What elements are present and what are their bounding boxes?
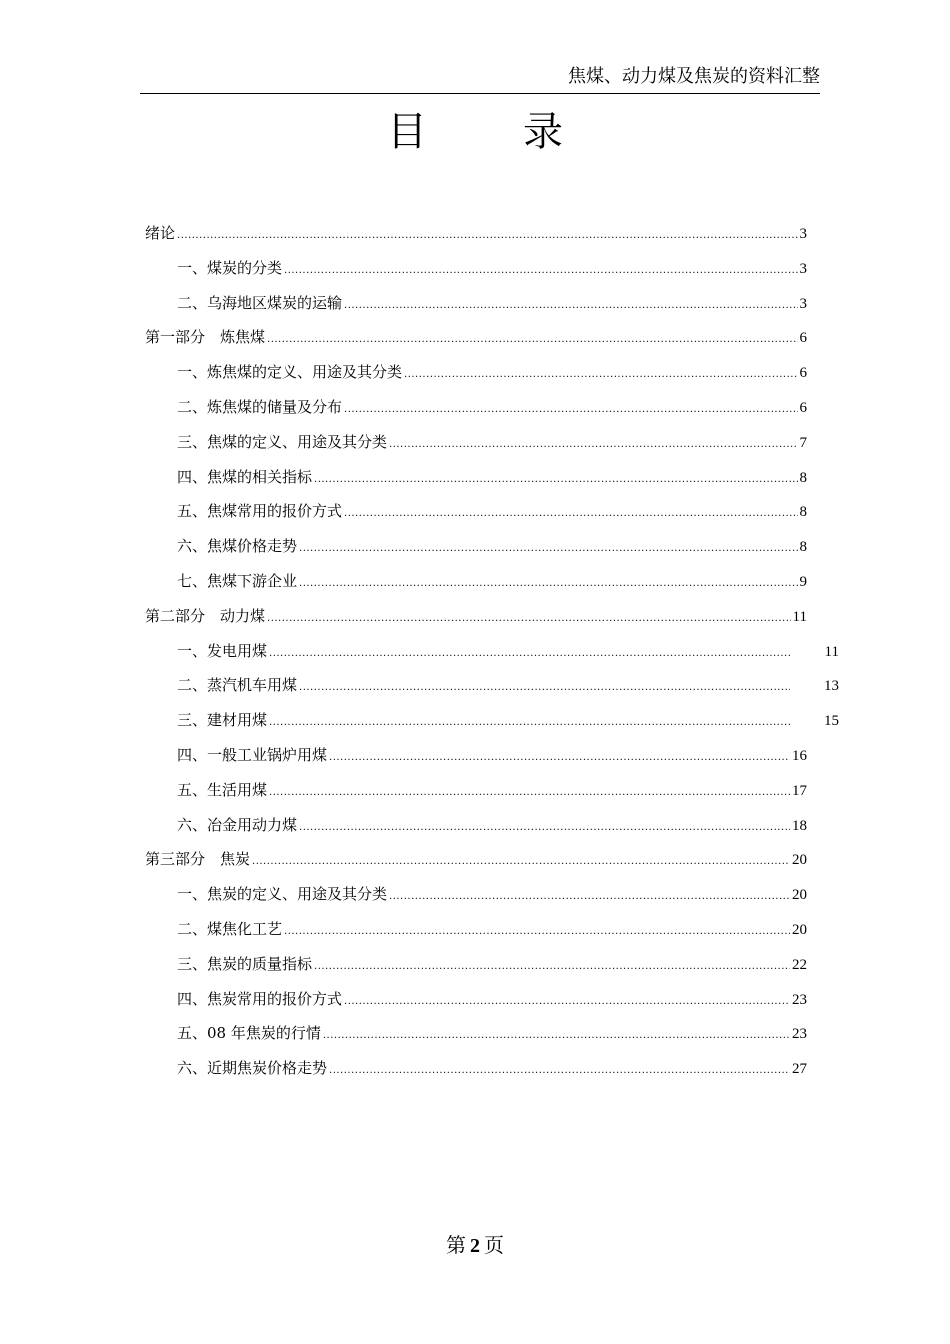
toc-entry-label: 五、08 年焦炭的行情 xyxy=(177,1024,321,1043)
toc-entry-label: 二、蒸汽机车用煤 xyxy=(177,676,298,695)
toc-leader-dots xyxy=(404,363,797,387)
toc-leader-dots xyxy=(299,816,790,840)
toc-leader-dots xyxy=(267,607,791,631)
toc-entry[interactable] xyxy=(145,360,807,395)
toc-entry-page: 6 xyxy=(799,365,807,382)
toc-leader-dots xyxy=(299,537,797,561)
toc-entry[interactable] xyxy=(145,395,807,430)
toc-entry-label: 第三部分 焦炭 xyxy=(145,850,251,869)
toc-leader-dots xyxy=(344,294,797,318)
toc-entry[interactable] xyxy=(145,221,807,256)
toc-leader-dots xyxy=(269,711,790,735)
toc-leader-dots xyxy=(344,398,797,422)
toc-leader-dots xyxy=(299,676,790,700)
toc-entry[interactable] xyxy=(145,813,807,848)
toc-entry[interactable] xyxy=(145,673,839,708)
toc-leader-dots xyxy=(329,746,790,770)
toc-entry-label: 七、焦煤下游企业 xyxy=(177,571,298,590)
toc-entry[interactable] xyxy=(145,778,807,813)
toc-entry-label: 四、焦煤的相关指标 xyxy=(177,467,313,486)
toc-leader-dots xyxy=(389,433,797,457)
toc-entry-page: 3 xyxy=(799,260,807,277)
toc-entry[interactable] xyxy=(145,639,839,674)
toc-entry-page: 7 xyxy=(799,434,807,451)
toc-entry[interactable] xyxy=(145,708,839,743)
toc-entry-page: 20 xyxy=(792,852,807,869)
toc-entry-label: 四、一般工业锅炉用煤 xyxy=(177,745,328,764)
toc-entry-label: 五、焦煤常用的报价方式 xyxy=(177,502,343,521)
toc-entry[interactable] xyxy=(145,291,807,326)
toc-entry-page: 13 xyxy=(824,678,839,695)
toc-entry-page: 3 xyxy=(799,295,807,312)
toc-entry-label: 二、煤焦化工艺 xyxy=(177,919,283,938)
toc-leader-dots xyxy=(267,328,797,352)
toc-leader-dots xyxy=(252,850,790,874)
toc-entry[interactable] xyxy=(145,1056,807,1091)
toc-entry-page: 18 xyxy=(792,817,807,834)
toc-leader-dots xyxy=(177,224,797,248)
toc-entry-page: 11 xyxy=(792,608,807,625)
toc-entry[interactable] xyxy=(145,430,807,465)
page-footer xyxy=(0,1230,950,1261)
toc-leader-dots xyxy=(284,920,790,944)
toc-entry-page: 6 xyxy=(799,330,807,347)
toc-leader-dots xyxy=(323,1024,790,1048)
toc-entry[interactable] xyxy=(145,256,807,291)
toc-entry-label: 绪论 xyxy=(145,224,176,242)
toc-entry-page: 20 xyxy=(792,921,807,938)
toc-leader-dots xyxy=(314,955,790,979)
toc-entry-page: 9 xyxy=(799,573,807,590)
toc-leader-dots xyxy=(329,1059,790,1083)
toc-leader-dots xyxy=(314,468,797,492)
toc-entry[interactable] xyxy=(145,534,807,569)
toc-entry[interactable] xyxy=(145,1021,807,1056)
page-number: 2 xyxy=(470,1235,480,1257)
toc-entry-label: 二、乌海地区煤炭的运输 xyxy=(177,293,343,312)
table-of-contents xyxy=(145,221,839,1091)
toc-entry-page: 27 xyxy=(792,1061,807,1078)
toc-entry[interactable] xyxy=(145,987,807,1022)
toc-entry-label: 第一部分 炼焦煤 xyxy=(145,328,266,347)
toc-entry-page: 15 xyxy=(824,713,839,730)
toc-entry-page: 8 xyxy=(799,469,807,486)
toc-entry-label: 四、焦炭常用的报价方式 xyxy=(177,989,343,1008)
footer-suffix: 页 xyxy=(484,1233,504,1257)
toc-leader-dots xyxy=(389,885,790,909)
toc-entry-label: 一、炼焦煤的定义、用途及其分类 xyxy=(177,363,403,382)
toc-entry-page: 23 xyxy=(792,1026,807,1043)
toc-entry[interactable] xyxy=(145,569,807,604)
toc-leader-dots xyxy=(284,259,797,283)
toc-entry-label: 五、生活用煤 xyxy=(177,780,268,799)
toc-entry-label: 一、焦炭的定义、用途及其分类 xyxy=(177,885,388,904)
toc-title: 目 录 xyxy=(387,109,591,155)
running-header: 焦煤、动力煤及焦炭的资料汇整 xyxy=(568,66,820,87)
toc-entry-page: 22 xyxy=(792,956,807,973)
toc-entry-label: 一、发电用煤 xyxy=(177,641,268,660)
toc-entry-page: 8 xyxy=(799,504,807,521)
toc-leader-dots xyxy=(344,990,790,1014)
toc-entry[interactable] xyxy=(145,325,807,360)
toc-entry[interactable] xyxy=(145,499,807,534)
toc-leader-dots xyxy=(344,502,797,526)
toc-entry[interactable] xyxy=(145,882,807,917)
toc-entry-page: 8 xyxy=(799,539,807,556)
toc-entry-label: 二、炼焦煤的储量及分布 xyxy=(177,397,343,416)
toc-entry-page: 3 xyxy=(799,226,807,242)
toc-entry[interactable] xyxy=(145,952,807,987)
toc-entry-label: 三、建材用煤 xyxy=(177,711,268,730)
toc-entry-label: 第二部分 动力煤 xyxy=(145,606,266,625)
toc-entry-page: 20 xyxy=(792,887,807,904)
toc-entry-page: 11 xyxy=(824,643,839,660)
toc-leader-dots xyxy=(299,572,797,596)
toc-entry-label: 六、冶金用动力煤 xyxy=(177,815,298,834)
toc-entry-label: 三、焦煤的定义、用途及其分类 xyxy=(177,432,388,451)
footer-prefix: 第 xyxy=(446,1233,466,1257)
header-rule xyxy=(140,93,820,94)
toc-entry-page: 6 xyxy=(799,399,807,416)
toc-entry-page: 23 xyxy=(792,991,807,1008)
toc-leader-dots xyxy=(269,642,791,666)
toc-entry-label: 六、焦煤价格走势 xyxy=(177,537,298,556)
toc-entry[interactable] xyxy=(145,743,807,778)
toc-entry[interactable] xyxy=(145,847,807,882)
toc-leader-dots xyxy=(269,781,790,805)
toc-entry-label: 三、焦炭的质量指标 xyxy=(177,954,313,973)
toc-entry-label: 六、近期焦炭价格走势 xyxy=(177,1059,328,1078)
toc-entry[interactable] xyxy=(145,604,807,639)
toc-entry-page: 16 xyxy=(792,747,807,764)
toc-entry-label: 一、煤炭的分类 xyxy=(177,258,283,277)
toc-entry[interactable] xyxy=(145,917,807,952)
toc-entry[interactable] xyxy=(145,465,807,500)
toc-entry-page: 17 xyxy=(792,782,807,799)
